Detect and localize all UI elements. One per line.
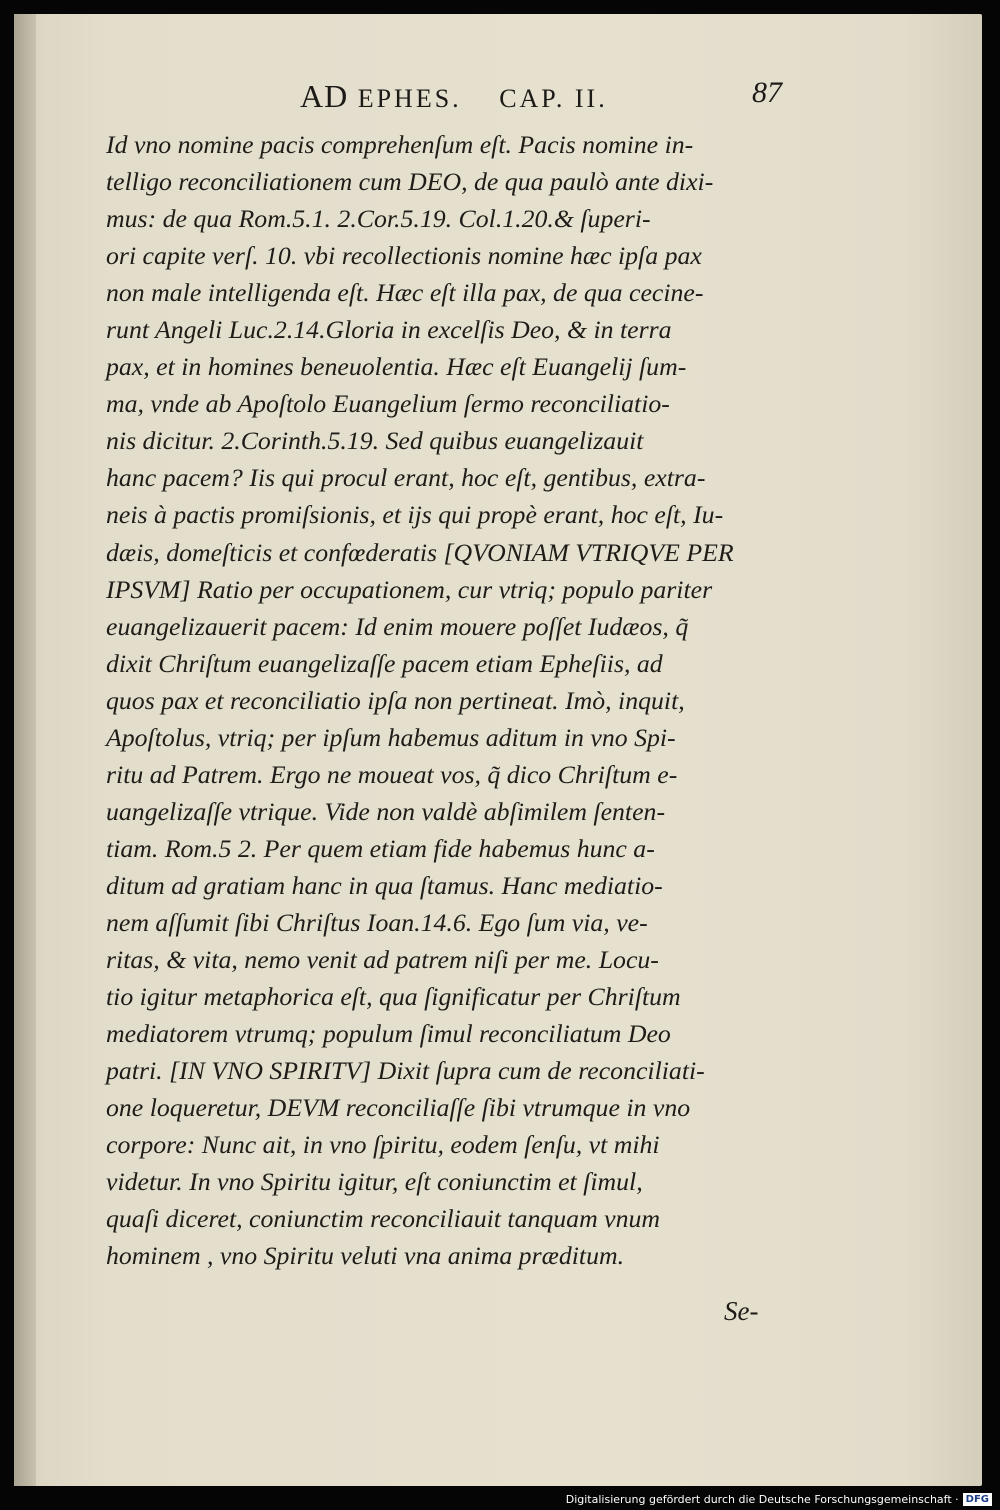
funding-credit <box>566 1493 992 1506</box>
page-gutter-shadow <box>14 14 36 1486</box>
text-line: ritas, & vita, nemo venit ad patrem niſi per me. Locu- <box>106 945 659 975</box>
page-number: 87 <box>752 76 782 109</box>
text-line: mediatorem vtrumq; populum ſimul reconciliatum Deo <box>106 1019 671 1049</box>
text-line: ritu ad Patrem. Ergo ne moueat vos, q̃ dico Chriſtum e- <box>106 759 678 789</box>
text-line: hanc pacem? Iis qui procul erant, hoc eſt, gentibus, extra- <box>106 463 706 493</box>
text-line: nis dicitur. 2.Corinth.5.19. Sed quibus euangelizauit <box>106 426 644 456</box>
text-line: pax, et in homines beneuolentia. Hæc eſt Euangelij ſum- <box>106 352 687 382</box>
text-line: neis à pactis promiſsionis, et ijs qui propè erant, hoc eſt, Iu- <box>106 500 724 530</box>
text-line: Id vno nomine pacis comprehenſum eſt. Pacis nomine in- <box>106 130 694 159</box>
text-line: one loqueretur, DEVM reconciliaſſe ſibi vtrumque in vno <box>106 1093 691 1123</box>
text-line: mus: de qua Rom.5.1. 2.Cor.5.19. Col.1.20.& ſuperi- <box>106 204 651 234</box>
body-text <box>106 126 786 1274</box>
text-line: euangelizauerit pacem: Id enim mouere poſſet Iudæos, q̃ <box>106 611 689 641</box>
running-head-ephes: EPHES. <box>357 84 462 113</box>
text-line: non male intelligenda eſt. Hæc eſt illa pax, de qua cecine- <box>106 278 704 308</box>
text-line: runt Angeli Luc.2.14.Gloria in excelſis Deo, & in terra <box>106 315 672 345</box>
text-line: Apoſtolus, vtriq; per ipſum habemus aditum in vno Spi- <box>106 722 676 752</box>
text-line: telligo reconciliationem cum DEO, de qua paulò ante dixi- <box>106 167 714 197</box>
text-line: dæis, domeſticis et confœderatis [QVONIAM VTRIQVE PER <box>106 537 734 567</box>
text-line: patri. [IN VNO SPIRITV] Dixit ſupra cum de reconciliati- <box>106 1056 705 1086</box>
text-line: dixit Chriſtum euangelizaſſe pacem etiam Epheſiis, ad <box>106 648 663 678</box>
text-line: ditum ad gratiam hanc in qua ſtamus. Hanc mediatio- <box>106 870 663 900</box>
text-line: uangelizaſſe vtrique. Vide non valdè abſimilem ſenten- <box>106 796 666 826</box>
text-line: nem aſſumit ſibi Chriſtus Ioan.14.6. Ego ſum via, ve- <box>106 907 648 937</box>
running-head <box>300 78 608 115</box>
catchword: Se- <box>724 1296 759 1326</box>
text-line: IPSVM] Ratio per occupationem, cur vtriq; populo pariter <box>106 574 713 604</box>
text-line: videtur. In vno Spiritu igitur, eſt coniunctim et ſimul, <box>106 1167 643 1197</box>
text-line: corpore: Nunc ait, in vno ſpiritu, eodem ſenſu, vt mihi <box>106 1130 660 1160</box>
text-line: quos pax et reconciliatio ipſa non pertineat. Imò, inquit, <box>106 685 685 715</box>
chapter-label: CAP. II. <box>499 84 608 113</box>
text-line: tiam. Rom.5 2. Per quem etiam fide habemus hunc a- <box>106 833 655 863</box>
running-head-ad: AD <box>300 78 349 114</box>
text-line: ma, vnde ab Apoſtolo Euangelium ſermo reconciliatio- <box>106 389 670 419</box>
text-line: hominem , vno Spiritu veluti vna anima præditum. <box>106 1241 625 1271</box>
text-line: tio igitur metaphorica eſt, qua ſignificatur per Chriſtum <box>106 982 681 1012</box>
text-line: quaſi diceret, coniunctim reconciliauit tanquam vnum <box>106 1204 661 1234</box>
funding-credit-text: Digitalisierung gefördert durch die Deutsche Forschungsgemeinschaft · <box>565 1493 959 1506</box>
dfg-logo: DFG <box>963 1493 992 1506</box>
text-line: ori capite verſ. 10. vbi recollectionis nomine hæc ipſa pax <box>106 241 702 271</box>
